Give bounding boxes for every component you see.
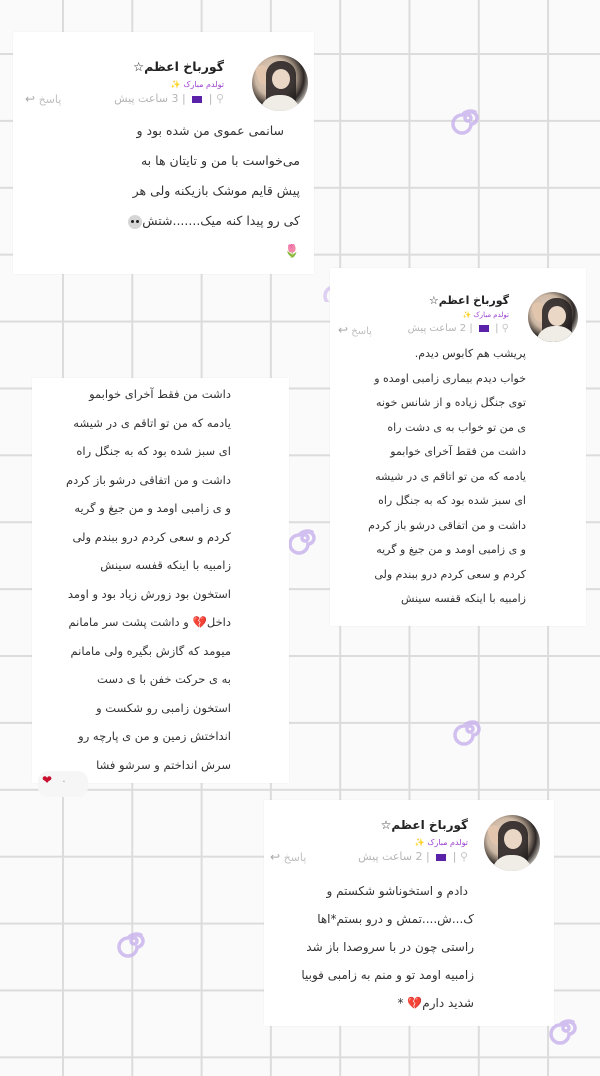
- comment-line: انداختش زمین و من ی پارچه رو: [78, 729, 231, 743]
- sparkle-icon: ✨: [170, 80, 181, 89]
- reply-button[interactable]: [270, 850, 306, 864]
- comment-line: ی من تو خواب به ی دشت راه: [387, 420, 526, 434]
- comment-line-text: کی رو پیدا کنه میک.......شتش: [142, 213, 300, 228]
- separator: |: [452, 850, 457, 863]
- comment-header: [264, 800, 554, 880]
- comment-line-text: و داشت پشت سر مامانم: [68, 615, 189, 629]
- like-count: ۰: [61, 776, 67, 787]
- swirl-decoration-icon: [450, 100, 486, 136]
- comment-meta: [114, 92, 224, 105]
- username[interactable]: گورباخ اعظم☆: [380, 818, 468, 832]
- sparkle-icon: ✨: [462, 311, 472, 319]
- reply-label: پاسخ: [351, 326, 372, 337]
- tagline-text: تولدم مبارک: [427, 838, 468, 847]
- asterisk: *: [397, 996, 404, 1010]
- broken-heart-icon: 💔: [407, 996, 423, 1010]
- comment-line: [32, 608, 231, 637]
- comment-line: داشت و من اتفاقی درشو باز کردم: [65, 472, 231, 487]
- reply-button[interactable]: [25, 92, 61, 106]
- comment-line: می‌خواست با من و تایتان ها به: [140, 153, 300, 168]
- comment-header: [13, 32, 314, 116]
- avatar[interactable]: [484, 815, 540, 871]
- comment-line: [13, 206, 300, 236]
- username[interactable]: گورباخ اعظم☆: [132, 59, 224, 74]
- comment-line: استخون بود زورش زیاد بود و اومد: [67, 586, 231, 601]
- like-footer[interactable]: [38, 771, 88, 797]
- separator: |: [426, 850, 430, 863]
- comment-header: [330, 268, 586, 350]
- user-tagline: [171, 80, 224, 89]
- reply-arrow-icon: ↩: [270, 850, 281, 864]
- comment-line-text: داخل: [206, 615, 231, 629]
- user-tagline: [415, 838, 468, 847]
- heart-icon[interactable]: ❤: [42, 773, 53, 787]
- separator: |: [208, 92, 213, 105]
- tagline-text: تولدم مبارک: [473, 311, 509, 319]
- timestamp: 2 ساعت پیش: [358, 850, 423, 863]
- comment-card: [13, 32, 314, 274]
- comment-line: داشت من فقط آخرای خوابمو: [390, 445, 526, 458]
- timestamp: 3 ساعت پیش: [114, 92, 179, 105]
- comment-line: زامبیه با اینکه قفسه سینش: [400, 592, 526, 605]
- reply-label: پاسخ: [38, 93, 62, 106]
- separator: |: [469, 323, 473, 334]
- comment-line: داشت و من اتفاقی درشو باز کردم: [368, 518, 526, 532]
- flag-icon[interactable]: [192, 96, 202, 103]
- comment-line: و ی زامبی اومد و من جیغ و گریه: [74, 501, 231, 515]
- comment-card-continuation: [32, 378, 289, 787]
- timestamp: 2 ساعت پیش: [407, 323, 467, 334]
- comment-body: [13, 116, 314, 266]
- comment-line: زامبیه با اینکه قفسه سینش: [100, 558, 231, 572]
- comment-line: ای سبز شده بود که به جنگل راه: [378, 494, 526, 507]
- reply-arrow-icon: ↩: [338, 323, 349, 337]
- avatar[interactable]: [528, 292, 578, 342]
- comment-line: یادمه که من تو اتاقم ی در شیشه: [73, 415, 231, 430]
- comment-line: سرش انداختم و سرشو فشا: [96, 757, 231, 772]
- skull-icon: [128, 215, 142, 229]
- comment-line: داشت من فقط آخرای خوابمو: [89, 387, 231, 401]
- pin-icon[interactable]: ⚲: [459, 850, 468, 863]
- comment-line: پیش قایم موشک بازیکنه ولی هر: [132, 183, 300, 198]
- avatar[interactable]: [252, 55, 308, 111]
- broken-heart-icon: 💔: [192, 615, 207, 629]
- comment-line: سانمی عموی من شده بود و: [136, 123, 284, 138]
- comment-line: میومد که گازش بگیره ولی مامانم: [70, 643, 231, 658]
- tulip-icon: 🌷: [284, 243, 300, 258]
- comment-line: خواب دیدم بیماری زامبی اومده و: [374, 371, 526, 385]
- comment-line: به ی حرکت خفن با ی دست: [97, 672, 231, 686]
- user-tagline: [462, 311, 509, 319]
- reply-arrow-icon: ↩: [25, 92, 36, 106]
- pin-icon[interactable]: ⚲: [215, 92, 224, 105]
- tagline-text: تولدم مبارک: [183, 80, 224, 89]
- comment-line: ک...ش....تمش و درو بستم*اها: [317, 912, 474, 926]
- comment-line: یادمه که من تو اتاقم ی در شیشه: [375, 469, 526, 483]
- comment-line: توی جنگل زیاده و از شانس خونه: [375, 396, 526, 409]
- comment-body: [32, 378, 289, 779]
- swirl-decoration-icon: [452, 711, 488, 747]
- comment-line: استخون زامبی رو شکست و: [96, 700, 231, 715]
- reply-button[interactable]: [338, 323, 372, 337]
- comment-card: [330, 268, 586, 626]
- separator: |: [495, 323, 499, 334]
- username[interactable]: گورباخ اعظم☆: [428, 294, 509, 307]
- flag-icon[interactable]: [436, 854, 446, 861]
- pin-icon[interactable]: ⚲: [501, 323, 509, 334]
- flag-icon[interactable]: [479, 325, 489, 332]
- comment-card: [264, 800, 554, 1026]
- sparkle-icon: ✨: [414, 838, 425, 847]
- reply-label: پاسخ: [283, 851, 307, 864]
- comment-line: کردم و سعی کردم درو ببندم ولی: [72, 529, 231, 544]
- comment-line: ای سبز شده بود که به جنگل راه: [76, 444, 231, 458]
- swirl-decoration-icon: [287, 520, 323, 556]
- comment-line: دادم و استخوناشو شکستم و: [326, 884, 468, 898]
- comment-line: [264, 989, 474, 1017]
- comment-meta: [358, 850, 468, 863]
- swirl-decoration-icon: [116, 923, 152, 959]
- separator: |: [182, 92, 186, 105]
- comment-line: راستی چون در با سروصدا باز شد: [306, 940, 474, 954]
- comment-line: زامبیه اومد تو و منم به زامبی فوبیا: [301, 968, 474, 982]
- comment-body: [330, 342, 586, 612]
- comment-line: پریشب هم کابوس دیدم.: [414, 347, 526, 360]
- comment-line: کردم و سعی کردم درو ببندم ولی: [374, 567, 526, 581]
- comment-line: و ی زامبی اومد و من جیغ و گریه: [376, 543, 526, 556]
- comment-body: [264, 877, 554, 1017]
- comment-line-text: شدید دارم: [422, 996, 474, 1010]
- comment-meta: [408, 323, 509, 334]
